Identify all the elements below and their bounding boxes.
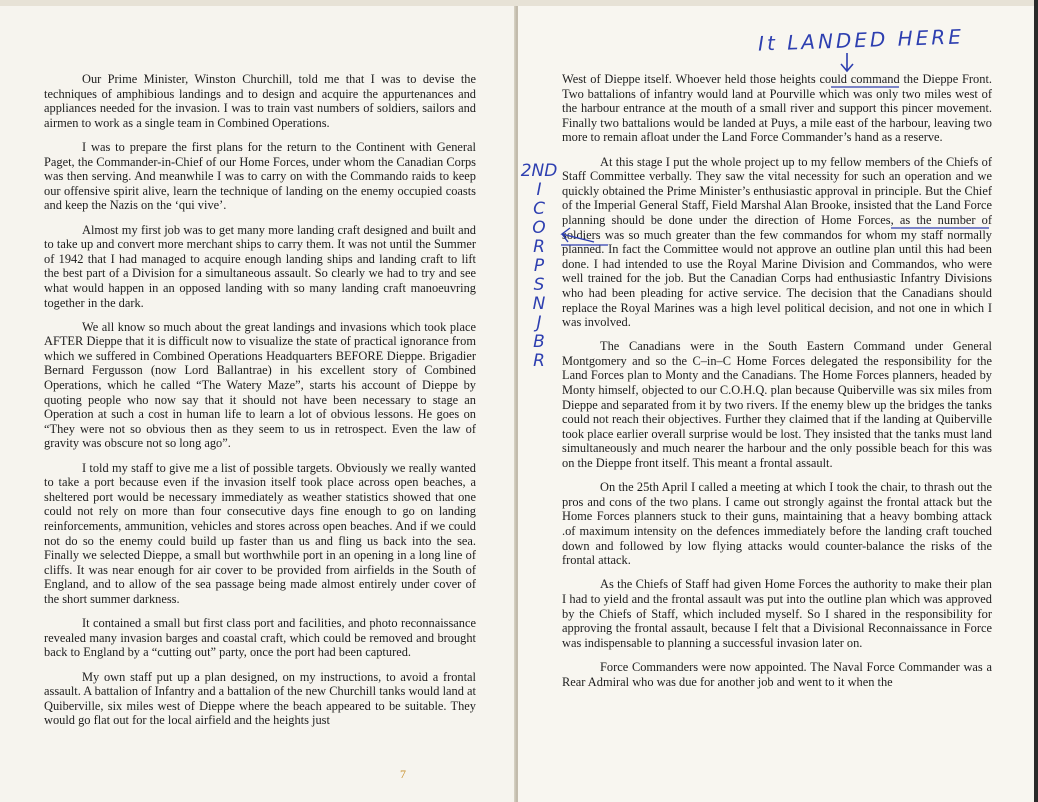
handwritten-arrow-icon bbox=[836, 52, 858, 74]
paragraph: West of Dieppe itself. Whoever held those heights could command the Dieppe Front. Two battalions of infantry would land at Pourville which was only two miles west of the harbour entrance at the mouth of a small river and support this pincer movement. Finally two battalions would be landed at Puys, a mile east of the harbour, leaving two more to remain afloat under the Land Force Commander’s hand as a reserve. bbox=[562, 72, 992, 145]
margin-note-line: P bbox=[533, 256, 545, 276]
margin-note-line: N bbox=[532, 294, 546, 314]
margin-note-line: C bbox=[533, 199, 545, 219]
right-page-text bbox=[562, 72, 992, 699]
paragraph: Force Commanders were now appointed. The Naval Force Commander was a Rear Admiral who was due for another job and went to it when the bbox=[562, 659, 992, 689]
paragraph: It contained a small but first class port and facilities, and photo reconnaissance revealed many invasion barges and coastal craft, which could be removed and brought back to England by a “cutting out” party, once the port had been captured. bbox=[44, 616, 476, 660]
paragraph: As the Chiefs of Staff had given Home Forces the authority to make their plan I had to yield and the frontal assault was put into the outline plan which was approved by the Chiefs of Staff, which included myself. So I shared in the responsibility for approving the frontal assault, because I felt that a Divisional Reconnaissance in Force was indispensable to planning a successful invasion later on. bbox=[562, 577, 992, 650]
paragraph: At this stage I put the whole project up to my fellow members of the Chiefs of Staff Committee verbally. They saw the vital necessity for such an operation and we quickly obtained the Prime Minister’s enthusiastic approval in principle. But the Chief of the Imperial General Staff, Field Marshal Alan Brooke, insisted that the Land Force planning should be done under the direction of Home Forces, as the number of soldiers was so much greater than the few commandos for whom my staff normally planned. In fact the Committee would not approve an outline plan until this had been done. I had intended to use the Royal Marine Division and Commandos, who were well trained for the job. But the Canadian Corps had enthusiastic Infantry Divisions who had been pleading for active service. The decision that the Canadians should replace the Royal Marines was a high level political decision, and not one in which I was involved. bbox=[562, 154, 992, 330]
margin-note-line: J bbox=[536, 313, 542, 333]
margin-note-line: R bbox=[533, 351, 545, 371]
right-page bbox=[518, 0, 1038, 802]
margin-note-line: R bbox=[533, 237, 545, 257]
left-page bbox=[0, 0, 516, 802]
handwritten-underline-field-marshal bbox=[890, 224, 990, 232]
paragraph: Our Prime Minister, Winston Churchill, told me that I was to devise the techniques of amphibious landings and to design and acquire the appurtenances and appliances needed for the invasion. I was to train vast numbers of soldiers, sailors and airmen to work as a single team in Combined Operations. bbox=[44, 72, 476, 130]
handwritten-underline-pourville bbox=[830, 84, 900, 90]
margin-note-line: I bbox=[536, 180, 542, 200]
paragraph: I was to prepare the first plans for the return to the Continent with General Paget, the Commander-in-Chief of our Home Forces, under whom the Canadian Corps was then serving. And meanwhile I was to carry on with the Commando raids to keep our offensive spirit alive, learn the technique of landing on the enemy occupied coasts and keep the Nazis on the ‘qui vive’. bbox=[44, 139, 476, 213]
margin-note-line: S bbox=[533, 275, 545, 295]
paragraph: My own staff put up a plan designed, on my instructions, to avoid a frontal assault. A battalion of Infantry and a battalion of the new Churchill tanks would land at Quiberville, six miles west of Dieppe where the beach appeared to be suitable. They would go flat out for the local airfield and the heights just bbox=[44, 669, 476, 728]
margin-note-line: B bbox=[533, 332, 545, 352]
paragraph: The Canadians were in the South Eastern Command under General Montgomery and so the C–in–C Home Forces delegated the responsibility for the Land Forces plan to Monty and the Canadians. The Home Forces planners, headed by Monty himself, objected to our C.O.H.Q. plan because Quiberville was six miles from Dieppe and separated from it by two rivers. If the enemy blew up the bridges the tanks could not reach their objectives. Further they claimed that if the landing at Quiberville took place earlier overall surprise would be lost. They insisted that the tanks must land simultaneously and much nearer the harbour and the only possible beach for this was on the Dieppe front itself. This meant a frontal assault. bbox=[562, 339, 992, 471]
paragraph: I told my staff to give me a list of possible targets. Obviously we really wanted to take a port because even if the invasion itself took place across open beaches, a sheltered port would be necessary immediately as weather statistics showed that one could not rely on more than four consecutive days fine enough to go on landing reinforcements, ammunition, vehicles and stores across open beaches. And if we could not do so the enemy could build up faster than us and fling us back into the sea. Finally we selected Dieppe, a small but worthwhile port in an opening in a long line of cliffs. It was near enough for air cover to be provided from airfields in the South of England, and to allow of the sea passage being made almost entirely under cover of the short summer darkness. bbox=[44, 460, 476, 606]
paragraph: We all know so much about the great landings and invasions which took place AFTER Dieppe that it is difficult now to visualize the state of practical ignorance from which we suffered in Combined Operations Headquarters BEFORE Dieppe. Brigadier Bernard Fergusson (now Lord Ballantrae) in his excellent story of Combined Operations, which he called “The Watery Maze”, starts his account of Dieppe by quoting people who now say that it should not have been necessary to stage an Operation at such a cost in human life to learn a lot of obvious lessons. He goes on “They were not so obvious then as they seem to us in retrospect. Even the law of gravity was obscure not so long ago”. bbox=[44, 319, 476, 451]
handwritten-note-top: It LANDED HERE bbox=[757, 24, 965, 56]
margin-note-line: 2ND bbox=[520, 161, 558, 181]
handwritten-margin-note bbox=[520, 162, 558, 371]
left-page-text bbox=[44, 72, 476, 738]
paragraph: Almost my first job was to get many more landing craft designed and built and to take up and convert more merchant ships to carry them. It was not until the Summer of 1942 that I had managed to acquire enough landing ships and landing craft to lift the best part of a Division for a simultaneous assault. So clearly we had to try and see what would happen in an opposed landing with so many landing craft manoeuvring together in the dark. bbox=[44, 222, 476, 310]
margin-note-line: O bbox=[532, 218, 546, 238]
page-top-edge bbox=[0, 0, 1038, 6]
page-number: 7 bbox=[400, 767, 406, 781]
paragraph: On the 25th April I called a meeting at which I took the chair, to thrash out the pros and cons of the two plans. I came out strongly against the frontal attack but the Home Forces planners stuck to their guns, maintaining that a heavy bombing attack .of maximum intensity on the defences immediately before the landing craft touched down and followed by low flying attacks would counter-balance the risks of the frontal attack. bbox=[562, 480, 992, 568]
handwritten-bracket-icon bbox=[556, 226, 596, 246]
page-right-edge bbox=[1034, 0, 1038, 802]
